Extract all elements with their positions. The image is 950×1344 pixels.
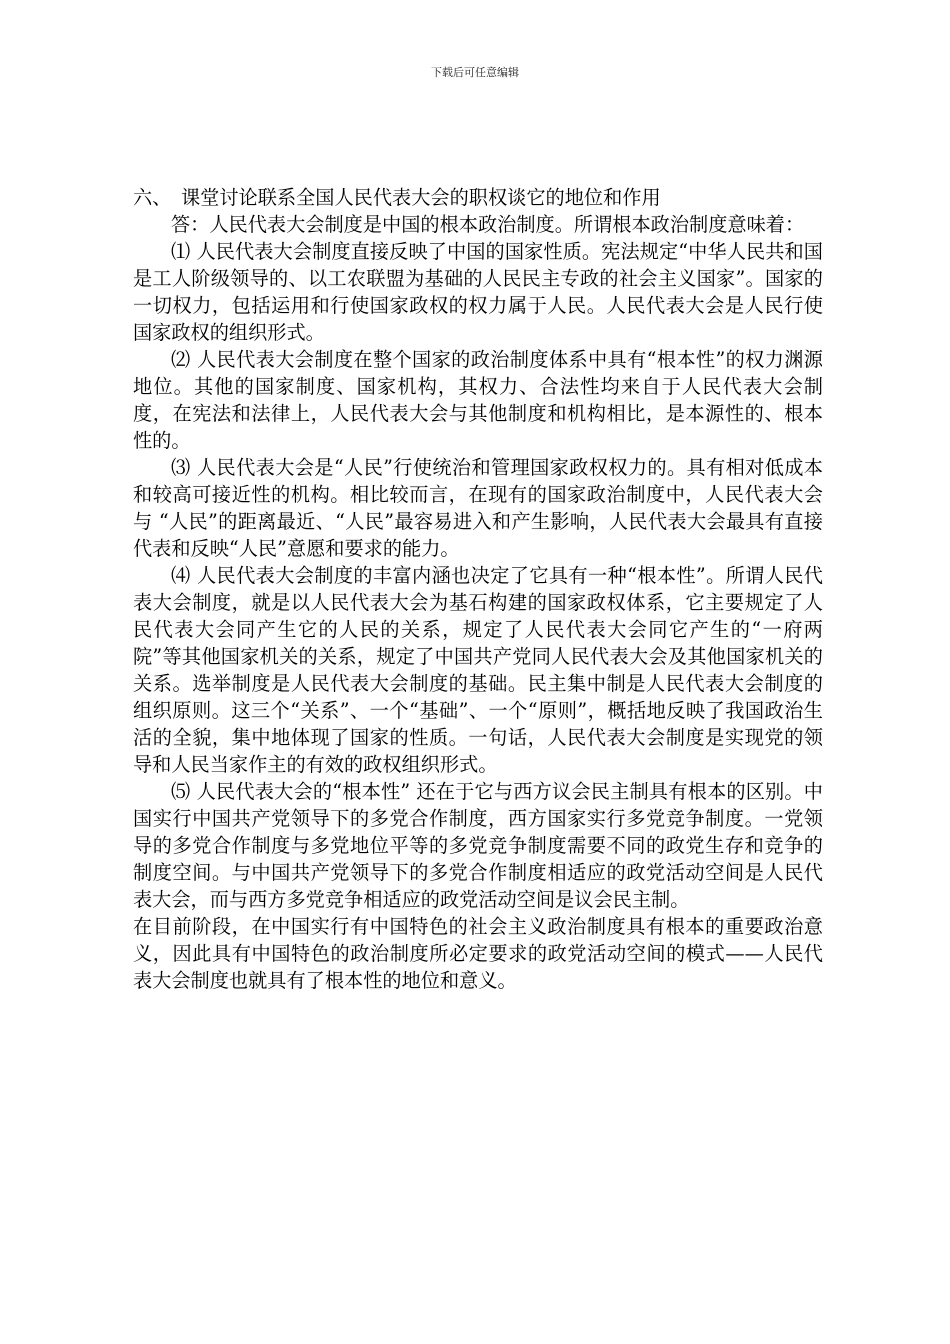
section-number: 六、 [133, 186, 172, 209]
section-title: 课堂讨论联系全国人民代表大会的职权谈它的地位和作用 [181, 186, 661, 209]
page-header: 下载后可任意编辑 [431, 66, 519, 79]
conclusion-paragraph: 在目前阶段，在中国实行有中国特色的社会主义政治制度具有根本的重要政治意义，因此具有中国特色的政治制度所必定要求的政党活动空间的模式——人民代表大会制度也就具有了根本性的地位和意义。 [133, 915, 823, 992]
point-3-paragraph: ⑶ 人民代表大会是“人民”行使统治和管理国家政权权力的。具有相对低成本和较高可接近性的机构。相比较而言，在现有的国家政治制度中，人民代表大会与 “人民”的距离最近、“人民”最容易进入和产生影响，人民代表大会最具有直接代表和反映“人民”意愿和要求的能力。 [133, 456, 823, 560]
point-1-paragraph: ⑴ 人民代表大会制度直接反映了中国的国家性质。宪法规定“中华人民共和国是工人阶级领导的、以工农联盟为基础的人民民主专政的社会主义国家”。国家的一切权力，包括运用和行使国家政权的权力属于人民。人民代表大会是人民行使国家政权的组织形式。 [133, 240, 823, 344]
section-heading [133, 184, 823, 211]
answer-intro-paragraph: 答：人民代表大会制度是中国的根本政治制度。所谓根本政治制度意味着： [171, 213, 805, 236]
point-2-paragraph: ⑵ 人民代表大会制度在整个国家的政治制度体系中具有“根本性”的权力渊源地位。其他的国家制度、国家机构，其权力、合法性均来自于人民代表大会制度，在宪法和法律上，人民代表大会与其他制度和机构相比，是本源性的、根本性的。 [133, 348, 823, 452]
point-4-paragraph: ⑷ 人民代表大会制度的丰富内涵也决定了它具有一种“根本性”。所谓人民代表大会制度，就是以人民代表大会为基石构建的国家政权体系，它主要规定了人民代表大会同产生它的人民的关系，规定了人民代表大会同它产生的“一府两院”等其他国家机关的关系，规定了中国共产党同人民代表大会及其他国家机关的关系。选举制度是人民代表大会制度的基础。民主集中制是人民代表大会制度的组织原则。这三个“关系”、一个“基础”、一个“原则”，概括地反映了我国政治生活的全貌，集中地体现了国家的性质。一句话，人民代表大会制度是实现党的领导和人民当家作主的有效的政权组织形式。 [133, 564, 823, 776]
point-5-paragraph: ⑸ 人民代表大会的“根本性” 还在于它与西方议会民主制具有根本的区别。中国实行中国共产党领导下的多党合作制度，西方国家实行多党竞争制度。一党领导的多党合作制度与多党地位平等的多党竞争制度需要不同的政党生存和竞争的制度空间。与中国共产党领导下的多党合作制度相适应的政党活动空间是人民代表大会，而与西方多党竞争相适应的政党活动空间是议会民主制。 [133, 780, 823, 911]
document-body [133, 184, 823, 994]
